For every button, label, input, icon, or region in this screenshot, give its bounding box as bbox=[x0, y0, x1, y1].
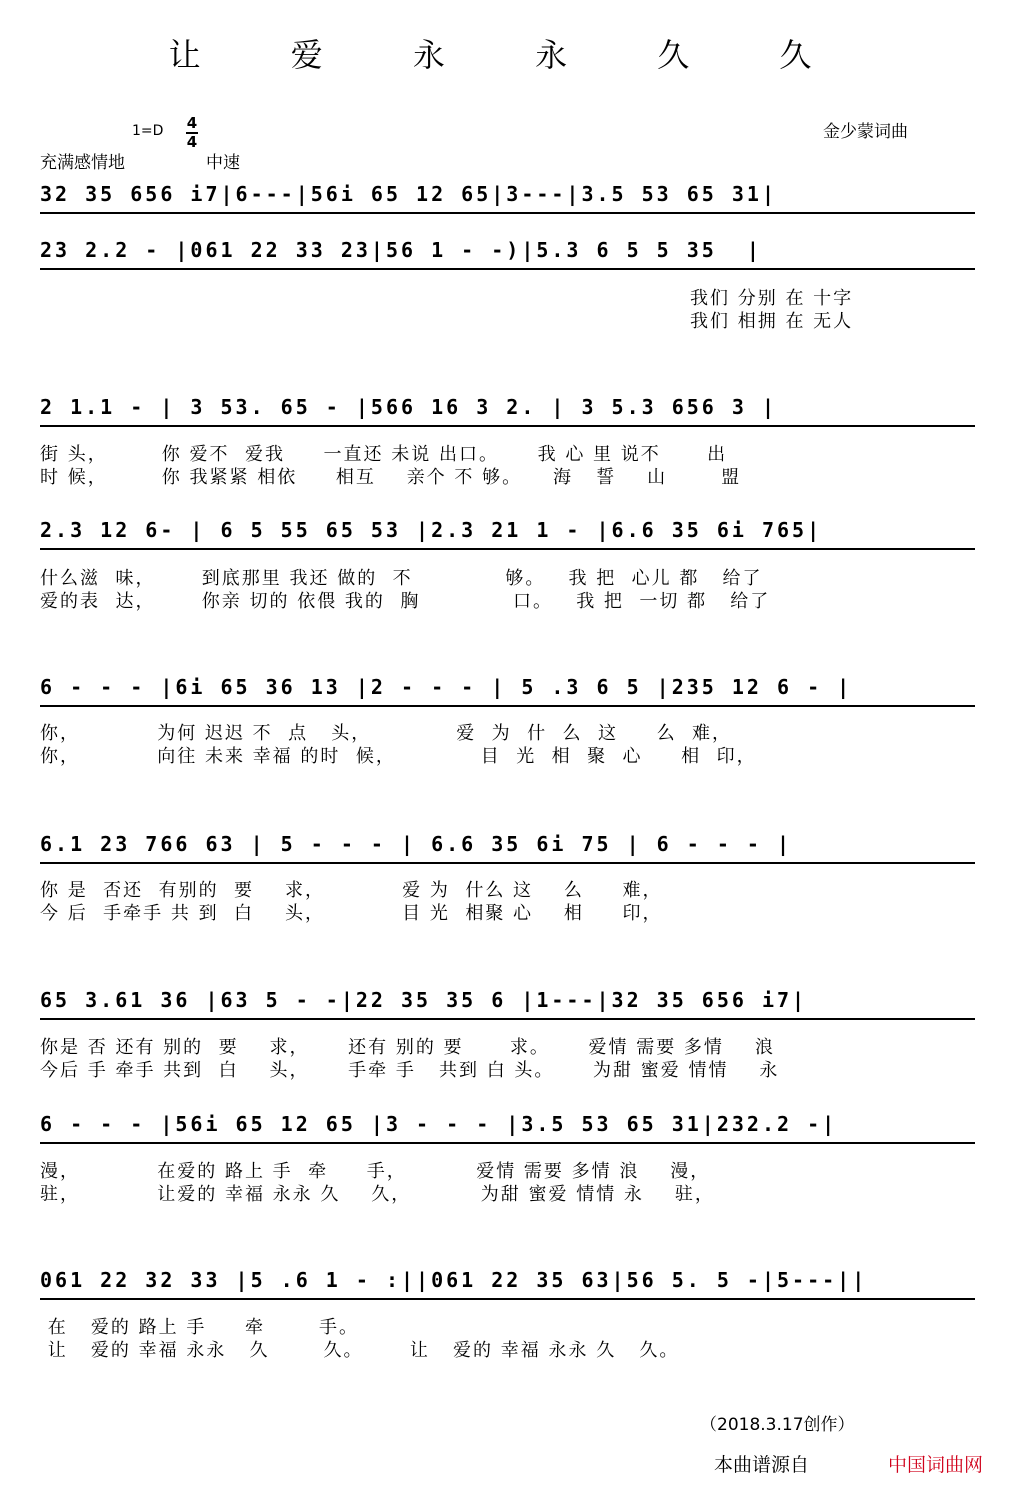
key-signature: 1=D bbox=[132, 123, 164, 139]
score-system bbox=[40, 988, 975, 1018]
expression-mark: 充满感情地 bbox=[40, 153, 125, 173]
notation-line: 6.1 23 766 63 | 5 - - - | 6.6 35 6i 75 | 6 - - - | bbox=[40, 832, 793, 856]
lyrics-verse-2: 时 候， 你 我紧紧 相依 相互 亲个 不 够。 海 誓 山 盟 bbox=[40, 467, 742, 488]
notation-line: 6 - - - |56i 65 12 65 |3 - - - |3.5 53 65 31|232.2 -| bbox=[40, 1112, 838, 1136]
composer-credit: 金少蒙词曲 bbox=[823, 122, 908, 142]
notation-line: 2.3 12 6- | 6 5 55 65 53 |2.3 21 1 - |6.6 35 6i 765| bbox=[40, 518, 823, 542]
score-system bbox=[40, 1112, 975, 1142]
score-system bbox=[40, 238, 975, 268]
notation-line: 32 35 656 i7|6---|56i 65 12 65|3---|3.5 53 65 31| bbox=[40, 182, 778, 206]
score-system bbox=[40, 832, 975, 862]
time-signature bbox=[186, 116, 198, 150]
lyrics-verse-1: 你是 否 还有 别的 要 求， 还有 别的 要 求。 爱情 需要 多情 浪 bbox=[40, 1037, 775, 1058]
score-system bbox=[40, 1268, 975, 1298]
score-system bbox=[40, 395, 975, 425]
site-link[interactable]: 中国词曲网 bbox=[888, 1454, 984, 1476]
score-system bbox=[40, 518, 975, 548]
time-signature-top: 4 bbox=[186, 114, 198, 132]
score-system bbox=[40, 675, 975, 705]
tempo-mark: 中速 bbox=[206, 153, 240, 173]
lyrics-verse-1: 在 爱的 路上 手 牵 手。 bbox=[40, 1317, 359, 1338]
notation-line: 23 2.2 - |061 22 33 23|56 1 - -)|5.3 6 5 5 35 | bbox=[40, 238, 762, 262]
lyrics-verse-1: 街 头， 你 爱不 爱我 一直还 未说 出口。 我 心 里 说不 出 bbox=[40, 444, 728, 465]
time-signature-bottom: 4 bbox=[186, 133, 198, 151]
lyrics-verse-2: 今 后 手牵手 共 到 白 头， 目 光 相聚 心 相 印， bbox=[40, 903, 663, 924]
lyrics-verse-1: 你， 为何 迟迟 不 点 头， 爱 为 什 么 这 么 难， bbox=[40, 723, 733, 744]
lyrics-verse-2: 你， 向往 未来 幸福 的时 候， 目 光 相 聚 心 相 印， bbox=[40, 746, 757, 767]
lyrics-verse-2: 我们 相拥 在 无人 bbox=[690, 311, 854, 332]
score-system bbox=[40, 182, 975, 212]
lyrics-verse-1: 什么滋 味， 到底那里 我还 做的 不 够。 我 把 心儿 都 给了 bbox=[40, 568, 763, 589]
notation-line: 6 - - - |6i 65 36 13 |2 - - - | 5 .3 6 5 |235 12 6 - | bbox=[40, 675, 853, 699]
lyrics-verse-2: 爱的表 达， 你亲 切的 依偎 我的 胸 口。 我 把 一切 都 给了 bbox=[40, 591, 771, 612]
lyrics-verse-2: 让 爱的 幸福 永永 久 久。 让 爱的 幸福 永永 久 久。 bbox=[40, 1340, 680, 1361]
lyrics-verse-1: 你 是 否还 有别的 要 求， 爱 为 什么 这 么 难， bbox=[40, 880, 663, 901]
lyrics-verse-2: 驻， 让爱的 幸福 永永 久 久， 为甜 蜜爱 情情 永 驻， bbox=[40, 1184, 715, 1205]
lyrics-verse-2: 今后 手 牵手 共到 白 头， 手牵 手 共到 白 头。 为甜 蜜爱 情情 永 bbox=[40, 1060, 780, 1081]
creation-date: （2018.3.17创作） bbox=[700, 1415, 855, 1435]
notation-line: 2 1.1 - | 3 53. 65 - |566 16 3 2. | 3 5.3 656 3 | bbox=[40, 395, 778, 419]
lyrics-verse-1: 漫， 在爱的 路上 手 牵 手， 爱情 需要 多情 浪 漫， bbox=[40, 1161, 711, 1182]
song-title: 让 爱 永 永 久 久 bbox=[168, 36, 852, 74]
notation-line: 061 22 32 33 |5 .6 1 - :||061 22 35 63|56 5. 5 -|5---|| bbox=[40, 1268, 868, 1292]
source-label: 本曲谱源自 bbox=[714, 1454, 810, 1476]
notation-line: 65 3.61 36 |63 5 - -|22 35 35 6 |1---|32 35 656 i7| bbox=[40, 988, 808, 1012]
lyrics-verse-1: 我们 分别 在 十字 bbox=[690, 288, 854, 309]
